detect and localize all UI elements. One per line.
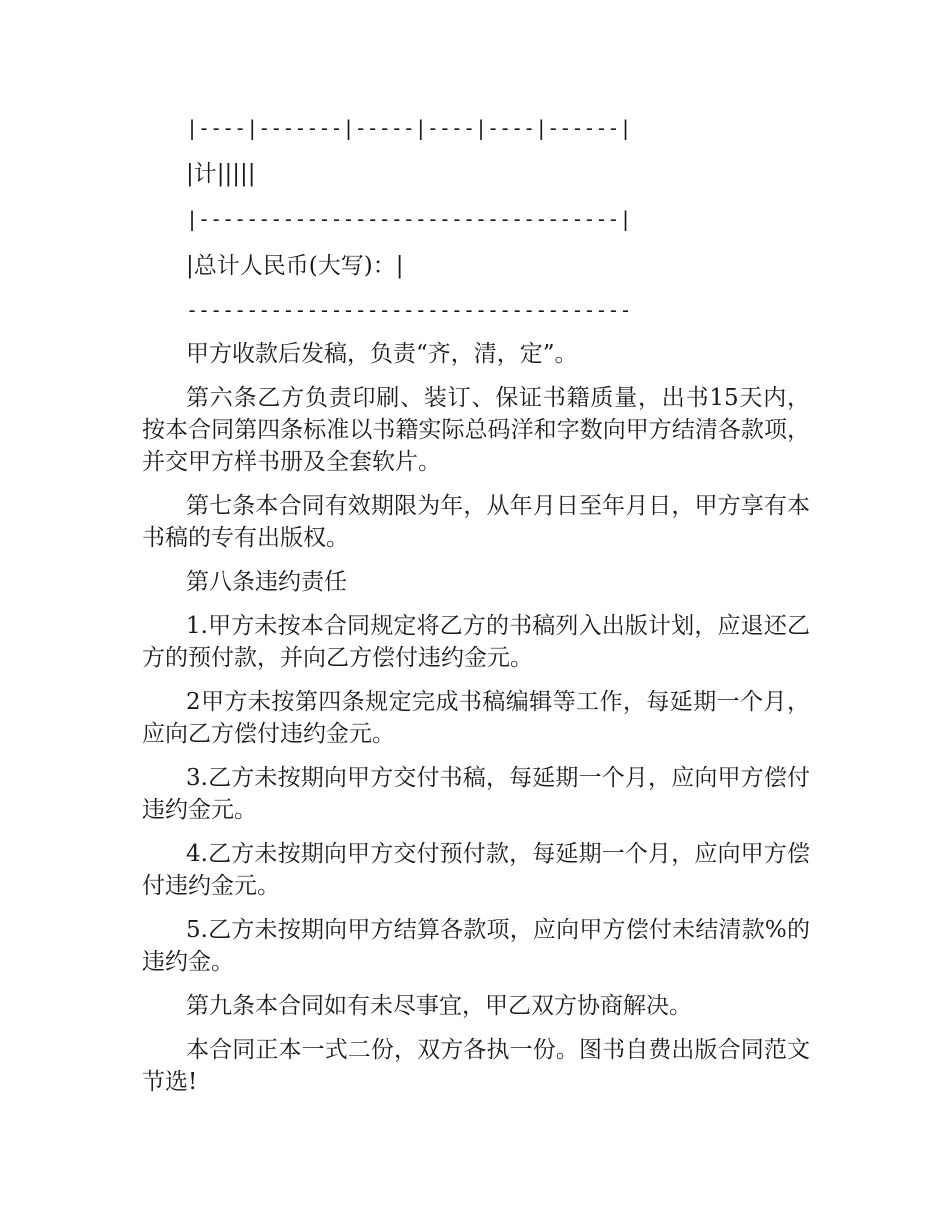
paragraph-breach-4: 4.乙方未按期向甲方交付预付款，每延期一个月，应向甲方偿付违约金元。 (142, 841, 810, 899)
paragraph-closing: 本合同正本一式二份，双方各执一份。图书自费出版合同范文节选! (142, 1037, 810, 1095)
paragraph-article-6: 第六条乙方负责印刷、装订、保证书籍质量，出书15天内，按本合同第四条标准以书籍实际总码洋和字数向甲方结清各款项，并交甲方样书册及全套软片。 (142, 385, 810, 475)
contract-body (142, 338, 810, 1110)
paragraph-breach-2: 2甲方未按第四条规定完成书稿编辑等工作，每延期一个月，应向乙方偿付违约金元。 (142, 689, 810, 747)
paragraph-article-8-heading: 第八条违约责任 (186, 569, 347, 595)
paragraph-payment: 甲方收款后发稿，负责“齐，清，定”。 (186, 341, 578, 367)
table-total-rmb-row: |总计人民币(大写)：| (186, 253, 404, 279)
table-border-row: |----|-------|-----|----|----|------| (186, 116, 632, 140)
paragraph-breach-1: 1.甲方未按本合同规定将乙方的书稿列入出版计划，应退还乙方的预付款，并向乙方偿付违约金元。 (142, 613, 810, 671)
paragraph-breach-5: 5.乙方未按期向甲方结算各款项，应向甲方偿付未结清款%的违约金。 (142, 917, 810, 975)
paragraph-breach-3: 3.乙方未按期向甲方交付书稿，每延期一个月，应向甲方偿付违约金元。 (142, 765, 810, 823)
paragraph-article-9: 第九条本合同如有未尽事宜，甲乙双方协商解决。 (186, 993, 692, 1019)
table-total-row: |计||||| (186, 161, 256, 187)
paragraph-article-7: 第七条本合同有效期限为年，从年月日至年月日，甲方享有本书稿的专有出版权。 (142, 493, 810, 551)
table-separator-row: |-----------------------------------| (186, 207, 632, 231)
table-bottom-border: ------------------------------------- (186, 298, 632, 322)
